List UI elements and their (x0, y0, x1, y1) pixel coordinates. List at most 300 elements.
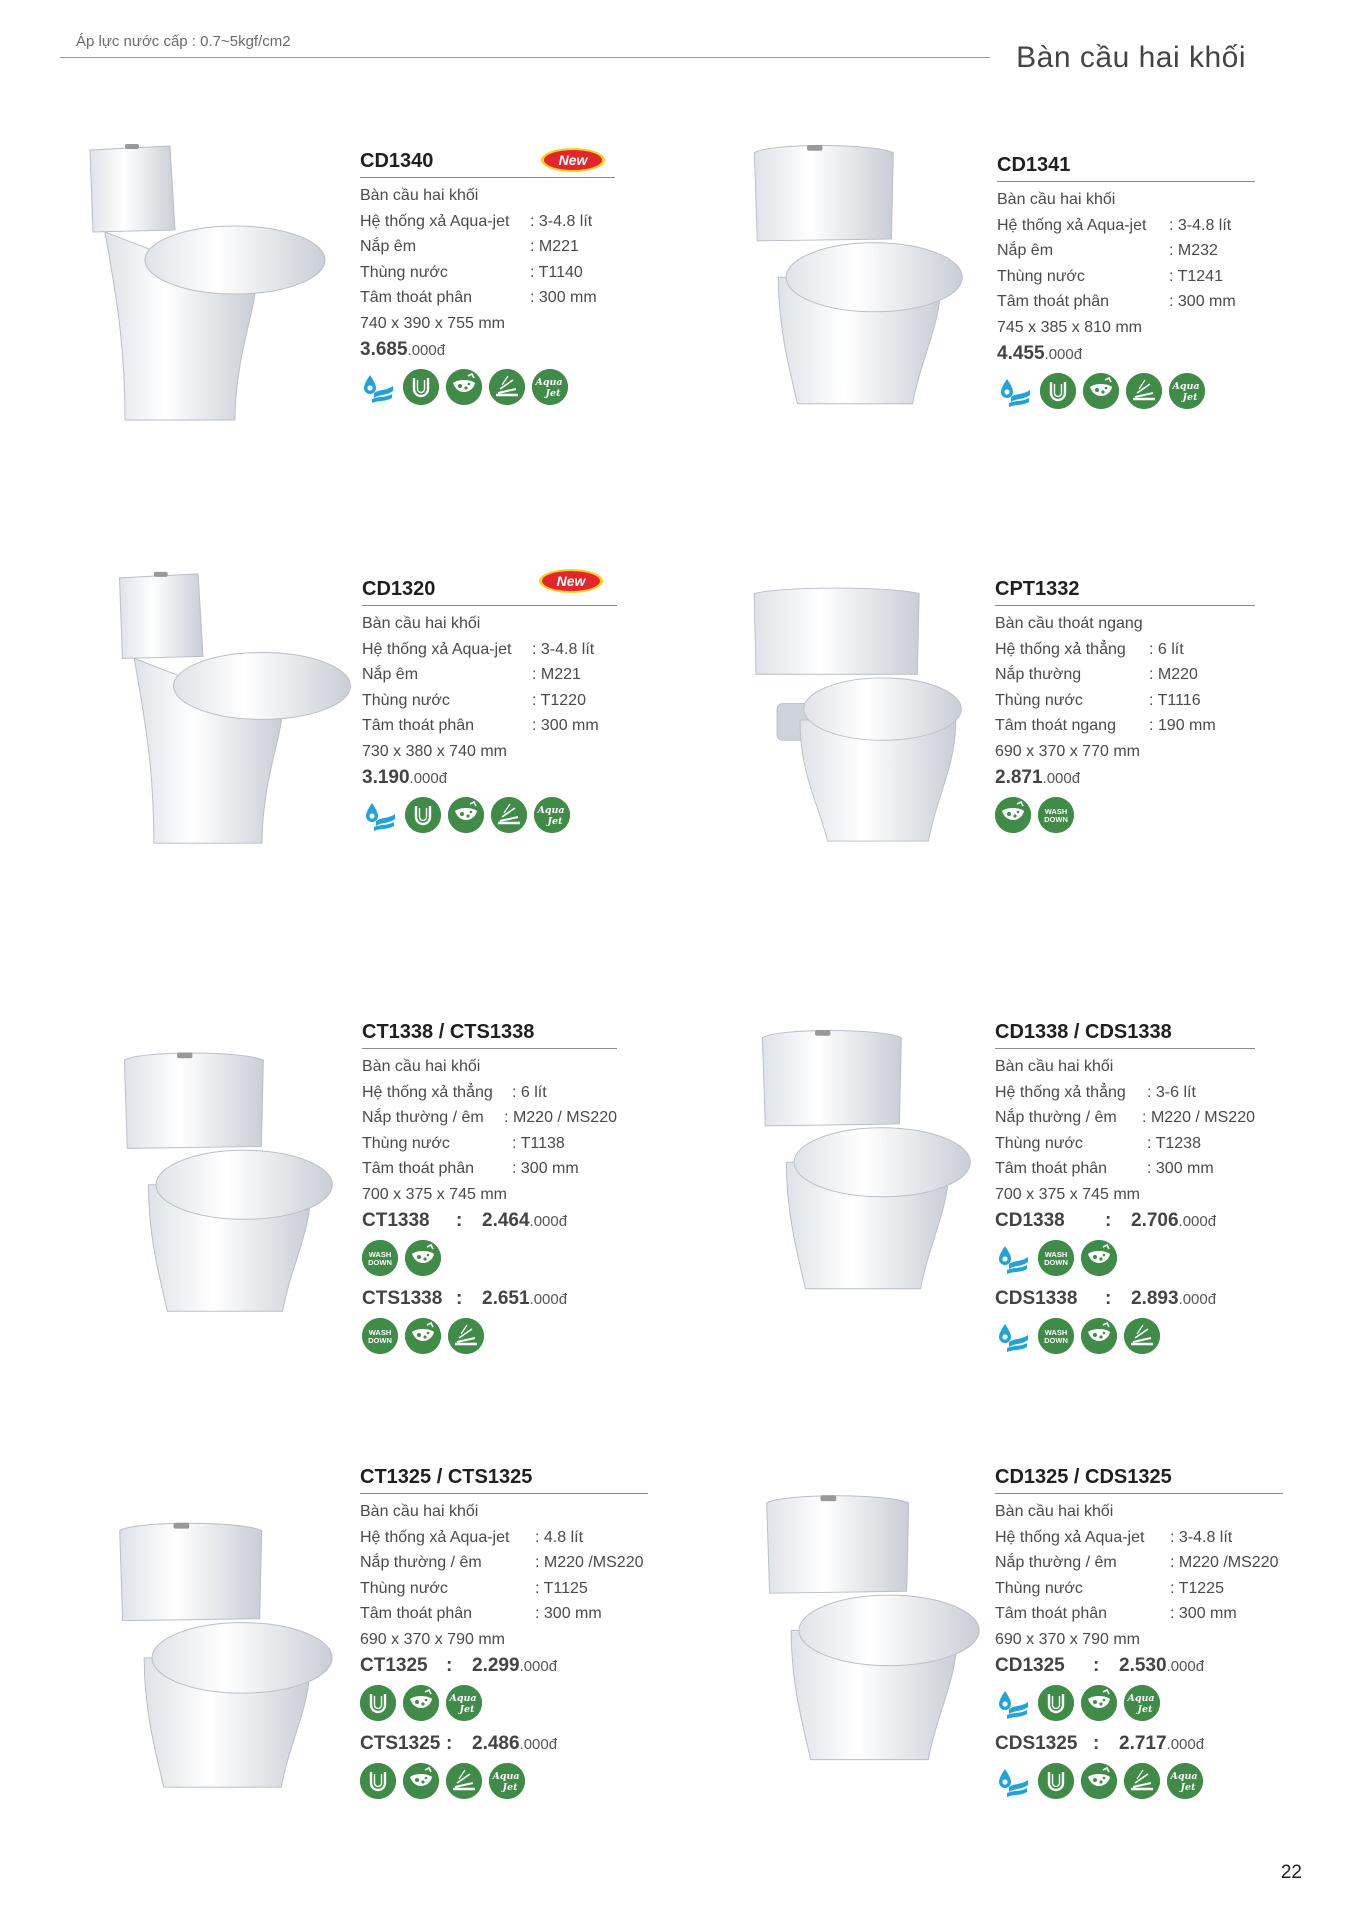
spec-value: : T1140 (530, 263, 583, 281)
price-value: 2.893 (1131, 1288, 1179, 1309)
easy-clean-icon (1083, 373, 1119, 409)
spec-label: Tâm thoát phân (360, 1605, 473, 1622)
svg-text:Jet: Jet (1180, 1782, 1196, 1793)
spec-line (995, 611, 1255, 637)
product-info (362, 578, 617, 833)
product-model: CPT1332 (995, 578, 1255, 606)
spec-line (362, 713, 617, 739)
svg-text:WASH: WASH (368, 1250, 392, 1259)
product-image (110, 1040, 340, 1320)
price-model: CD1338 (995, 1210, 1065, 1231)
price-colon: : (446, 1655, 453, 1676)
water-saving-icon (995, 1318, 1031, 1354)
feature-icons (995, 1240, 1255, 1276)
spec-value: : 3-4.8 lít (530, 212, 593, 230)
svg-text:Aqua: Aqua (535, 377, 563, 388)
spec-label: Tâm thoát phân (995, 1605, 1108, 1622)
spec-line (997, 213, 1255, 239)
svg-text:New: New (556, 573, 586, 589)
spec-line (360, 183, 615, 209)
spec-line (360, 1550, 648, 1576)
product-model: CT1325 / CTS1325 (360, 1466, 648, 1494)
spec-line (362, 688, 617, 714)
wash-down-icon (362, 1318, 398, 1354)
feature-icons (995, 1685, 1283, 1721)
water-saving-icon (360, 369, 396, 405)
price-line (995, 1288, 1255, 1310)
svg-text:Jet: Jet (502, 1782, 518, 1793)
spec-label: Thùng nước (362, 1134, 450, 1152)
price-model: CDS1338 (995, 1288, 1078, 1309)
price-line (362, 1288, 617, 1310)
product-image (105, 1508, 340, 1798)
price-suffix: .000đ (1166, 1736, 1205, 1753)
spec-label: 745 x 385 x 810 mm (997, 318, 1142, 336)
spec-line (360, 234, 615, 260)
aqua-jet-icon (489, 1763, 525, 1799)
spec-label: Thùng nước (997, 267, 1085, 285)
section-title: Bàn cầu hai khối (1016, 41, 1246, 74)
feature-icons (360, 1763, 648, 1799)
spec-line (995, 739, 1255, 765)
spec-label: Bàn cầu hai khối (360, 187, 479, 204)
spec-line (997, 238, 1255, 264)
svg-text:Aqua: Aqua (492, 1771, 520, 1782)
price-colon: : (1093, 1733, 1100, 1754)
pressure-note: Áp lực nước cấp : 0.7~5kgf/cm2 (76, 33, 291, 50)
price-colon: : (1093, 1655, 1100, 1676)
u-seat-icon (1038, 1763, 1074, 1799)
spec-list (362, 1054, 617, 1207)
spec-line (362, 1054, 617, 1080)
product-image (752, 1478, 987, 1773)
price-line (995, 1210, 1255, 1232)
soft-close-icon (1126, 373, 1162, 409)
spec-line (360, 285, 615, 311)
spec-value: : 300 mm (512, 1160, 579, 1177)
spec-label: Hệ thống xả Aqua-jet (362, 640, 512, 658)
feature-icons (360, 1685, 648, 1721)
spec-line (362, 1131, 617, 1157)
svg-text:WASH: WASH (1044, 807, 1068, 816)
spec-label: 700 x 375 x 745 mm (995, 1185, 1140, 1203)
svg-text:Jet: Jet (459, 1704, 475, 1715)
svg-text:Aqua: Aqua (1170, 1771, 1198, 1782)
price-suffix: .000đ (1166, 1658, 1205, 1675)
spec-label: Thùng nước (995, 1134, 1083, 1152)
price-colon: : (456, 1210, 463, 1231)
header-rule (60, 57, 990, 58)
water-saving-icon (995, 1240, 1031, 1276)
u-seat-icon (1038, 1685, 1074, 1721)
spec-value: : M220 / MS220 (504, 1109, 617, 1126)
spec-label: Thùng nước (360, 1579, 448, 1597)
product-info (995, 1466, 1283, 1799)
svg-text:WASH: WASH (1044, 1328, 1068, 1337)
water-saving-icon (997, 373, 1033, 409)
spec-label: Tâm thoát phân (995, 1160, 1108, 1177)
svg-text:DOWN: DOWN (1044, 1336, 1068, 1345)
price-suffix: .000đ (529, 1213, 568, 1230)
spec-line (995, 713, 1255, 739)
easy-clean-icon (448, 797, 484, 833)
spec-label: Bàn cầu hai khối (360, 1503, 479, 1520)
spec-list (995, 1499, 1283, 1652)
spec-label: Bàn cầu hai khối (995, 1058, 1114, 1075)
u-seat-icon (360, 1685, 396, 1721)
spec-label: Bàn cầu hai khối (362, 615, 481, 632)
easy-clean-icon (1081, 1763, 1117, 1799)
svg-text:Aqua: Aqua (1127, 1693, 1155, 1704)
spec-list (362, 611, 617, 764)
water-saving-icon (362, 797, 398, 833)
svg-text:Jet: Jet (1182, 392, 1198, 403)
feature-icons (362, 1240, 617, 1276)
spec-label: Tâm thoát phân (360, 289, 473, 306)
feature-icons (362, 1318, 617, 1354)
price-line (360, 1733, 648, 1755)
wash-down-icon (1038, 1240, 1074, 1276)
spec-label: 740 x 390 x 755 mm (360, 314, 505, 332)
price-value: 3.685 (360, 339, 408, 360)
easy-clean-icon (446, 369, 482, 405)
spec-list (997, 187, 1255, 340)
spec-value: : 3-4.8 lít (532, 640, 595, 658)
spec-label: Hệ thống xả thẳng (362, 1083, 493, 1101)
price-suffix: .000đ (519, 1736, 558, 1753)
easy-clean-icon (403, 1763, 439, 1799)
svg-text:DOWN: DOWN (368, 1258, 392, 1267)
spec-line (362, 1182, 617, 1208)
price-value: 2.530 (1119, 1655, 1167, 1676)
spec-label: Tâm thoát ngang (995, 717, 1116, 734)
price-model: CT1338 (362, 1210, 430, 1231)
soft-close-icon (446, 1763, 482, 1799)
spec-list (360, 183, 615, 336)
svg-text:WASH: WASH (368, 1328, 392, 1337)
price-colon: : (456, 1288, 463, 1309)
spec-value: : 300 mm (1147, 1160, 1214, 1177)
spec-label: Bàn cầu hai khối (995, 1503, 1114, 1520)
product-info (995, 578, 1255, 833)
spec-label: Hệ thống xả thẳng (995, 1083, 1126, 1101)
spec-label: 700 x 375 x 745 mm (362, 1185, 507, 1203)
spec-line (995, 1105, 1255, 1131)
svg-text:DOWN: DOWN (368, 1336, 392, 1345)
aqua-jet-icon (446, 1685, 482, 1721)
spec-line (362, 611, 617, 637)
water-saving-icon (995, 1763, 1031, 1799)
spec-label: Tâm thoát phân (997, 293, 1110, 310)
spec-value: : T1238 (1147, 1134, 1201, 1152)
spec-label: Tâm thoát phân (362, 717, 475, 734)
spec-value: : 300 mm (535, 1605, 602, 1622)
spec-line (362, 1105, 617, 1131)
spec-value: : 6 lít (1149, 640, 1184, 658)
spec-line (997, 289, 1255, 315)
spec-line (360, 1576, 648, 1602)
spec-label: Nắp êm (362, 666, 419, 683)
spec-list (995, 1054, 1255, 1207)
spec-label: 690 x 370 x 790 mm (995, 1630, 1140, 1648)
svg-text:Jet: Jet (1137, 1704, 1153, 1715)
price-value: 2.706 (1131, 1210, 1179, 1231)
price-colon: : (1105, 1210, 1112, 1231)
spec-line (362, 637, 617, 663)
spec-label: 730 x 380 x 740 mm (362, 742, 507, 760)
spec-line (362, 739, 617, 765)
price-line (995, 1733, 1283, 1755)
spec-line (360, 1601, 648, 1627)
feature-icons (362, 797, 617, 833)
price-model: CT1325 (360, 1655, 428, 1676)
u-seat-icon (405, 797, 441, 833)
spec-value: : 3-4.8 lít (1170, 1528, 1233, 1546)
spec-line (997, 315, 1255, 341)
spec-value: : M220 /MS220 (1170, 1554, 1279, 1571)
svg-text:Aqua: Aqua (449, 1693, 477, 1704)
u-seat-icon (360, 1763, 396, 1799)
product-model: CD1320 (362, 578, 617, 606)
easy-clean-icon (995, 797, 1031, 833)
price-colon: : (446, 1733, 453, 1754)
aqua-jet-icon (1124, 1685, 1160, 1721)
svg-text:Aqua: Aqua (537, 805, 565, 816)
u-seat-icon (1040, 373, 1076, 409)
svg-text:DOWN: DOWN (1044, 1258, 1068, 1267)
spec-line (995, 1601, 1283, 1627)
spec-value: : 4.8 lít (535, 1528, 584, 1546)
aqua-jet-icon (1167, 1763, 1203, 1799)
price-suffix: .000đ (1042, 770, 1081, 787)
spec-line (995, 1627, 1283, 1653)
spec-line (997, 264, 1255, 290)
price-suffix: .000đ (519, 1658, 558, 1675)
product-info (360, 1466, 648, 1799)
price-suffix: .000đ (1044, 346, 1083, 363)
spec-label: Hệ thống xả thẳng (995, 640, 1126, 658)
spec-line (995, 1576, 1283, 1602)
price-value: 2.299 (472, 1655, 520, 1676)
spec-label: Thùng nước (995, 691, 1083, 709)
spec-label: Nắp thường / êm (360, 1554, 482, 1571)
price-suffix: .000đ (529, 1291, 568, 1308)
easy-clean-icon (405, 1318, 441, 1354)
product-image (740, 125, 970, 420)
wash-down-icon (1038, 1318, 1074, 1354)
spec-line (995, 1550, 1283, 1576)
spec-label: Hệ thống xả Aqua-jet (997, 216, 1147, 234)
price-line (362, 767, 617, 789)
spec-value: : T1225 (1170, 1579, 1224, 1597)
product-image (745, 578, 965, 853)
product-info (362, 1021, 617, 1354)
price-value: 4.455 (997, 343, 1045, 364)
feature-icons (997, 373, 1255, 409)
spec-line (995, 1080, 1255, 1106)
soft-close-icon (1124, 1763, 1160, 1799)
spec-line (360, 260, 615, 286)
spec-line (995, 637, 1255, 663)
spec-value: : M220 (1149, 666, 1198, 683)
spec-line (995, 1054, 1255, 1080)
spec-line (360, 311, 615, 337)
spec-line (995, 1499, 1283, 1525)
easy-clean-icon (1081, 1240, 1117, 1276)
spec-line (360, 1499, 648, 1525)
spec-label: Thùng nước (995, 1579, 1083, 1597)
spec-line (362, 1080, 617, 1106)
product-model: CD1338 / CDS1338 (995, 1021, 1255, 1049)
feature-icons (360, 369, 615, 405)
price-value: 2.486 (472, 1733, 520, 1754)
spec-value: : 3-6 lít (1147, 1083, 1196, 1101)
price-value: 2.717 (1119, 1733, 1167, 1754)
spec-value: : M232 (1169, 242, 1218, 259)
product-model: CD1325 / CDS1325 (995, 1466, 1283, 1494)
price-suffix: .000đ (1178, 1213, 1217, 1230)
spec-value: : M221 (530, 238, 579, 255)
spec-value: : M220 /MS220 (535, 1554, 644, 1571)
spec-line (360, 1627, 648, 1653)
product-info (360, 150, 615, 405)
spec-value: : 300 mm (530, 289, 597, 306)
price-line (997, 343, 1255, 365)
spec-label: Tâm thoát phân (362, 1160, 475, 1177)
spec-label: Bàn cầu thoát ngang (995, 615, 1143, 632)
spec-value: : M221 (532, 666, 581, 683)
spec-value: : T1220 (532, 691, 586, 709)
spec-label: Thùng nước (360, 263, 448, 281)
spec-label: Bàn cầu hai khối (362, 1058, 481, 1075)
spec-value: : T1125 (535, 1579, 588, 1597)
svg-text:DOWN: DOWN (1044, 815, 1068, 824)
spec-value: : T1138 (512, 1134, 565, 1152)
spec-line (995, 1525, 1283, 1551)
spec-value: : 190 mm (1149, 717, 1216, 734)
spec-line (995, 1156, 1255, 1182)
page-number: 22 (1280, 1862, 1302, 1883)
spec-line (360, 1525, 648, 1551)
price-value: 2.464 (482, 1210, 530, 1231)
spec-label: 690 x 370 x 770 mm (995, 742, 1140, 760)
aqua-jet-icon (1169, 373, 1205, 409)
svg-text:New: New (558, 152, 588, 168)
soft-close-icon (489, 369, 525, 405)
product-info (997, 154, 1255, 409)
soft-close-icon (448, 1318, 484, 1354)
product-image (110, 568, 355, 853)
svg-text:WASH: WASH (1044, 1250, 1068, 1259)
easy-clean-icon (403, 1685, 439, 1721)
spec-line (997, 187, 1255, 213)
easy-clean-icon (1081, 1318, 1117, 1354)
price-value: 2.651 (482, 1288, 530, 1309)
spec-label: Nắp êm (997, 242, 1054, 259)
spec-label: Thùng nước (362, 691, 450, 709)
spec-value: : T1116 (1149, 691, 1201, 709)
new-badge (540, 147, 606, 173)
svg-text:Jet: Jet (545, 388, 561, 399)
price-line (360, 1655, 648, 1677)
svg-text:Aqua: Aqua (1172, 381, 1200, 392)
product-model: CT1338 / CTS1338 (362, 1021, 617, 1049)
feature-icons (995, 1763, 1283, 1799)
new-badge (538, 568, 604, 594)
spec-value: : T1241 (1169, 267, 1223, 285)
easy-clean-icon (405, 1240, 441, 1276)
spec-line (362, 662, 617, 688)
product-model: CD1340 (360, 150, 615, 178)
spec-label: Hệ thống xả Aqua-jet (360, 212, 510, 230)
spec-value: : 3-4.8 lít (1169, 216, 1232, 234)
price-line (995, 767, 1255, 789)
spec-label: Nắp thường / êm (995, 1554, 1117, 1571)
price-model: CTS1338 (362, 1288, 443, 1309)
spec-line (995, 688, 1255, 714)
spec-label: 690 x 370 x 790 mm (360, 1630, 505, 1648)
spec-value: : M220 / MS220 (1142, 1109, 1255, 1126)
product-model: CD1341 (997, 154, 1255, 182)
spec-label: Nắp thường (995, 666, 1082, 683)
wash-down-icon (362, 1240, 398, 1276)
spec-line (360, 209, 615, 235)
price-suffix: .000đ (1178, 1291, 1217, 1308)
spec-line (995, 1131, 1255, 1157)
spec-label: Nắp thường / êm (995, 1109, 1117, 1126)
price-line (995, 1655, 1283, 1677)
spec-value: : 300 mm (1169, 293, 1236, 310)
product-image (70, 140, 340, 430)
spec-line (995, 662, 1255, 688)
water-saving-icon (995, 1685, 1031, 1721)
spec-label: Hệ thống xả Aqua-jet (995, 1528, 1145, 1546)
price-model: CDS1325 (995, 1733, 1078, 1754)
feature-icons (995, 1318, 1255, 1354)
spec-value: : 6 lít (512, 1083, 547, 1101)
spec-label: Nắp êm (360, 238, 417, 255)
easy-clean-icon (1081, 1685, 1117, 1721)
aqua-jet-icon (532, 369, 568, 405)
spec-label: Nắp thường / êm (362, 1109, 484, 1126)
price-line (362, 1210, 617, 1232)
spec-label: Hệ thống xả Aqua-jet (360, 1528, 510, 1546)
feature-icons (995, 797, 1255, 833)
product-image (748, 1015, 978, 1300)
price-suffix: .000đ (409, 770, 448, 787)
price-model: CTS1325 (360, 1733, 441, 1754)
spec-line (362, 1156, 617, 1182)
spec-value: : 300 mm (532, 717, 599, 734)
svg-text:Jet: Jet (547, 816, 563, 827)
spec-value: : 300 mm (1170, 1605, 1237, 1622)
price-value: 2.871 (995, 767, 1043, 788)
price-line (360, 339, 615, 361)
spec-label: Bàn cầu hai khối (997, 191, 1116, 208)
price-colon: : (1105, 1288, 1112, 1309)
spec-line (995, 1182, 1255, 1208)
spec-list (360, 1499, 648, 1652)
product-info (995, 1021, 1255, 1354)
soft-close-icon (1124, 1318, 1160, 1354)
price-suffix: .000đ (407, 342, 446, 359)
soft-close-icon (491, 797, 527, 833)
aqua-jet-icon (534, 797, 570, 833)
price-model: CD1325 (995, 1655, 1065, 1676)
spec-list (995, 611, 1255, 764)
wash-down-icon (1038, 797, 1074, 833)
price-value: 3.190 (362, 767, 410, 788)
